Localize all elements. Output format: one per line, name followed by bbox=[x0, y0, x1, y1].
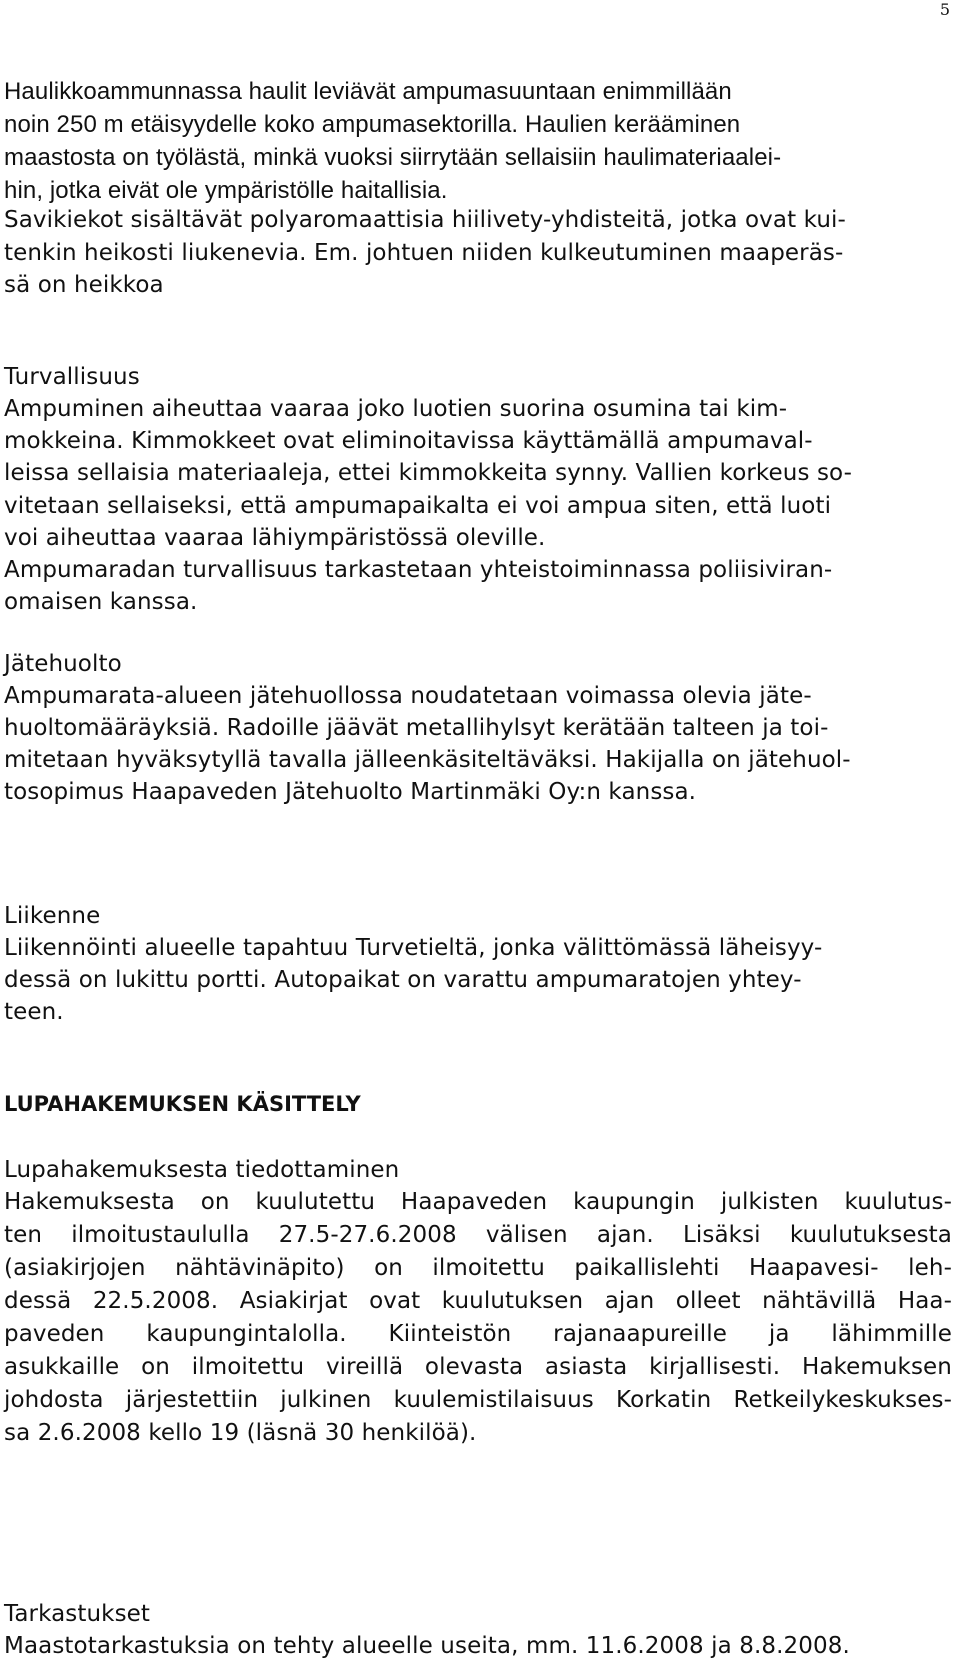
text-line: (asiakirjojen nähtävinäpito) on ilmoitettu paikallislehti Haapavesi- leh- bbox=[4, 1255, 952, 1281]
text-line: huoltomääräyksiä. Radoille jäävät metallihylsyt kerätään talteen ja toi- bbox=[4, 715, 829, 741]
section-heading: Liikenne bbox=[4, 903, 101, 929]
text-line: tenkin heikosti liukenevia. Em. johtuen niiden kulkeutuminen maaperäs- bbox=[4, 240, 844, 266]
text-line: johdosta järjestettiin julkinen kuulemistilaisuus Korkatin Retkeilykeskukses- bbox=[4, 1387, 952, 1413]
text-line: noin 250 m etäisyydelle koko ampumasektorilla. Haulien kerääminen bbox=[4, 111, 741, 138]
section-heading: Tarkastukset bbox=[4, 1601, 151, 1627]
text-line: Hakemuksesta on kuulutettu Haapaveden kaupungin julkisten kuulutus- bbox=[4, 1189, 952, 1215]
text-line: sa 2.6.2008 kello 19 (läsnä 30 henkilöä). bbox=[4, 1420, 477, 1446]
text-line: Liikennöinti alueelle tapahtuu Turvetieltä, jonka välittömässä läheisyy- bbox=[4, 935, 823, 961]
text-line: Maastotarkastuksia on tehty alueelle useita, mm. 11.6.2008 ja 8.8.2008. bbox=[4, 1633, 850, 1659]
text-line: dessä 22.5.2008. Asiakirjat ovat kuulutuksen ajan olleet nähtävillä Haa- bbox=[4, 1288, 952, 1314]
text-line: dessä on lukittu portti. Autopaikat on varattu ampumaratojen yhtey- bbox=[4, 967, 802, 993]
text-line: teen. bbox=[4, 999, 64, 1025]
text-line: paveden kaupungintalolla. Kiinteistön rajanaapureille ja lähimmille bbox=[4, 1321, 952, 1347]
main-heading: LUPAHAKEMUKSEN KÄSITTELY bbox=[4, 1092, 361, 1116]
section-heading: Jätehuolto bbox=[4, 651, 122, 677]
text-line: Savikiekot sisältävät polyaromaattisia hiilivety-yhdisteitä, jotka ovat kui- bbox=[4, 207, 846, 233]
text-line: Ampumaradan turvallisuus tarkastetaan yhteistoiminnassa poliisiviran- bbox=[4, 557, 833, 583]
text-line: voi aiheuttaa vaaraa lähiympäristössä oleville. bbox=[4, 525, 546, 551]
text-line: omaisen kanssa. bbox=[4, 589, 198, 615]
text-line: asukkaille on ilmoitettu vireillä olevasta asiasta kirjallisesti. Hakemuksen bbox=[4, 1354, 952, 1380]
text-line: mokkeina. Kimmokkeet ovat eliminoitavissa käyttämällä ampumaval- bbox=[4, 428, 813, 454]
text-line: Ampuminen aiheuttaa vaaraa joko luotien suorina osumina tai kim- bbox=[4, 396, 788, 422]
text-line: Ampumarata-alueen jätehuollossa noudatetaan voimassa olevia jäte- bbox=[4, 683, 812, 709]
text-line: tosopimus Haapaveden Jätehuolto Martinmäki Oy:n kanssa. bbox=[4, 779, 697, 805]
text-line: leissa sellaisia materiaaleja, ettei kimmokkeita synny. Vallien korkeus so- bbox=[4, 460, 853, 486]
section-heading: Lupahakemuksesta tiedottaminen bbox=[4, 1157, 400, 1183]
section-heading: Turvallisuus bbox=[4, 364, 140, 390]
text-line: sä on heikkoa bbox=[4, 272, 164, 298]
page-number: 5 bbox=[939, 0, 950, 19]
text-line: mitetaan hyväksytyllä tavalla jälleenkäsiteltäväksi. Hakijalla on jätehuol- bbox=[4, 747, 851, 773]
text-line: hin, jotka eivät ole ympäristölle haitallisia. bbox=[4, 177, 448, 204]
text-line: Haulikkoammunnassa haulit leviävät ampumasuuntaan enimmillään bbox=[4, 78, 732, 105]
text-line: ten ilmoitustaululla 27.5-27.6.2008 välisen ajan. Lisäksi kuulutuksesta bbox=[4, 1222, 952, 1248]
text-line: maastosta on työlästä, minkä vuoksi siirrytään sellaisiin haulimateriaalei- bbox=[4, 144, 782, 171]
text-line: vitetaan sellaiseksi, että ampumapaikalta ei voi ampua siten, että luoti bbox=[4, 493, 832, 519]
